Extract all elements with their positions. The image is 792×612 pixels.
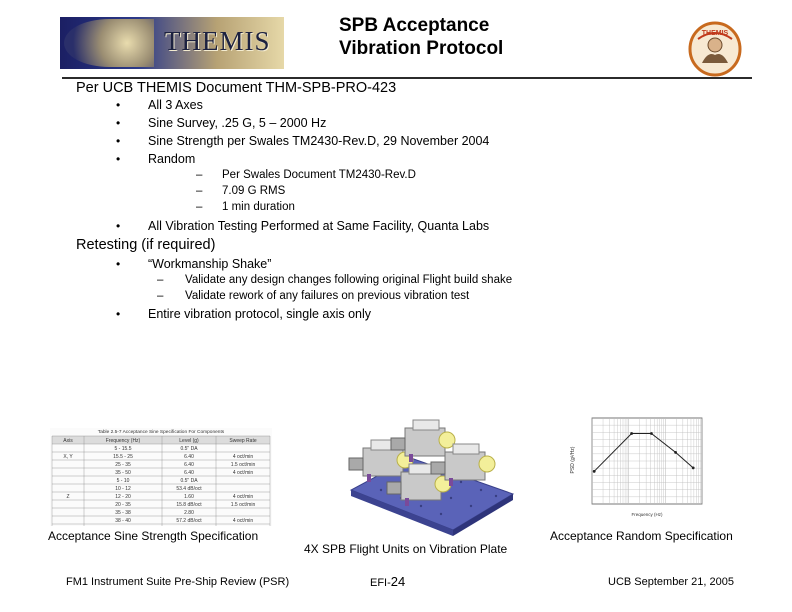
sine-table-cell: 1.60 <box>184 493 194 500</box>
table-caption: Acceptance Sine Strength Specification <box>48 529 259 543</box>
sine-table-header: Level (g) <box>179 437 199 444</box>
graph-point <box>674 451 677 454</box>
sine-table-cell: Z <box>66 493 70 500</box>
list-item: All 3 Axes <box>148 98 203 112</box>
logo-graphic <box>64 19 154 67</box>
sine-table-cell: 1.5 oct/min <box>230 501 256 508</box>
list-item: All Vibration Testing Performed at Same Facility, Quanta Labs <box>148 219 490 233</box>
sine-table-cell: 10 - 12 <box>115 485 131 492</box>
graph-point <box>630 432 633 435</box>
sine-spec-table-image <box>50 428 272 526</box>
sub-list-item: Per Swales Document TM2430-Rev.D <box>222 169 416 181</box>
dash-marker: – <box>157 274 164 286</box>
bullet-dot: • <box>116 307 121 321</box>
bullet-dot: • <box>116 257 121 271</box>
bullet-dot: • <box>116 98 121 112</box>
sine-table-cell: 4 oct/min <box>232 493 254 500</box>
list-item: “Workmanship Shake” <box>148 257 272 271</box>
slide-title <box>339 14 503 60</box>
section2-heading: Retesting (if required) <box>76 237 216 253</box>
sub-list-item: Validate any design changes following original Flight build shake <box>185 274 513 286</box>
sine-table-cell: 0.5" DA <box>180 477 198 484</box>
sine-table-cell: 12 - 20 <box>115 493 131 500</box>
themis-emblem-icon <box>688 21 742 77</box>
vibration-plate-photo <box>341 410 521 536</box>
footer-center-prefix: EFI- <box>370 577 391 589</box>
sine-table-cell: 15.5 - 25 <box>113 453 133 460</box>
graph-point <box>593 470 596 473</box>
footer-right: UCB September 21, 2005 <box>608 576 734 588</box>
sine-table-cell: 6.40 <box>184 453 194 460</box>
sine-table-cell: 1.5 oct/min <box>230 461 256 468</box>
graph-xlabel: Frequency (Hz) <box>631 512 663 517</box>
sub-list-item: Validate rework of any failures on previous vibration test <box>185 290 470 302</box>
dash-marker: – <box>196 201 203 213</box>
sine-table-cell: 15.8 dB/oct <box>176 501 202 508</box>
page-number: 24 <box>390 574 406 589</box>
graph-ylabel: PSD (g²/Hz) <box>570 446 576 474</box>
graph-point <box>650 432 653 435</box>
sine-table-header: Sweep Rate <box>229 437 257 444</box>
sine-table-cell: 4 oct/min <box>232 469 254 476</box>
bullet-dot: • <box>116 116 121 130</box>
sine-table-cell: 6.40 <box>184 469 194 476</box>
sine-table-cell: 2.80 <box>184 509 194 516</box>
sine-table-cell: 35 - 38 <box>115 509 131 516</box>
sine-table-title: Table 2.5-7 Acceptance Sine Specification For Components <box>97 430 225 435</box>
footer-left: FM1 Instrument Suite Pre-Ship Review (PSR) <box>66 576 290 588</box>
list-item: Sine Strength per Swales TM2430-Rev.D, 29 November 2004 <box>148 134 490 148</box>
list-item: Entire vibration protocol, single axis only <box>148 307 372 321</box>
sine-table-cell: 6.40 <box>184 461 194 468</box>
logo-text: THEMIS <box>164 26 271 56</box>
sub-list-item: 1 min duration <box>222 201 295 213</box>
dash-marker: – <box>196 185 203 197</box>
graph-point <box>692 466 695 469</box>
sine-table-cell: 5 - 10 <box>116 477 130 484</box>
themis-logo-banner <box>60 17 284 69</box>
dash-marker: – <box>157 290 164 302</box>
bullet-dot: • <box>116 219 121 233</box>
sine-table-cell: 4 oct/min <box>232 453 254 460</box>
sine-table-header: Frequency (Hz) <box>105 437 141 444</box>
sine-table-cell: 0.5" DA <box>180 445 198 452</box>
sine-table-cell: 35 - 50 <box>115 469 131 476</box>
sine-table-cell: 25 - 35 <box>115 461 131 468</box>
graph-caption: Acceptance Random Specification <box>550 529 733 543</box>
list-item: Sine Survey, .25 G, 5 – 2000 Hz <box>148 116 327 130</box>
bullet-dot: • <box>116 152 121 166</box>
header-divider <box>62 77 752 79</box>
section1-heading: Per UCB THEMIS Document THM-SPB-PRO-423 <box>76 80 397 96</box>
bullet-dot: • <box>116 134 121 148</box>
sine-table-cell: 38 - 40 <box>115 517 131 524</box>
list-item: Random <box>148 152 196 166</box>
title-line-2: Vibration Protocol <box>339 38 504 59</box>
sine-table-cell: 57.2 dB/oct <box>176 517 202 524</box>
rig-caption: 4X SPB Flight Units on Vibration Plate <box>304 542 508 556</box>
sine-table-cell: 5 - 15.5 <box>114 445 132 452</box>
sine-table-cell: 4 oct/min <box>232 517 254 524</box>
sine-table-cell: 20 - 35 <box>115 501 131 508</box>
sine-table-cell: 53.4 dB/oct <box>176 485 202 492</box>
footer-center <box>370 574 405 589</box>
emblem-text: THEMIS <box>701 30 729 37</box>
sub-list-item: 7.09 G RMS <box>222 185 286 197</box>
sine-table-header: Axis <box>63 437 73 444</box>
dash-marker: – <box>196 169 203 181</box>
random-spec-graph <box>566 412 708 524</box>
sine-table-cell: X, Y <box>63 453 73 460</box>
title-line-1: SPB Acceptance <box>339 15 490 36</box>
